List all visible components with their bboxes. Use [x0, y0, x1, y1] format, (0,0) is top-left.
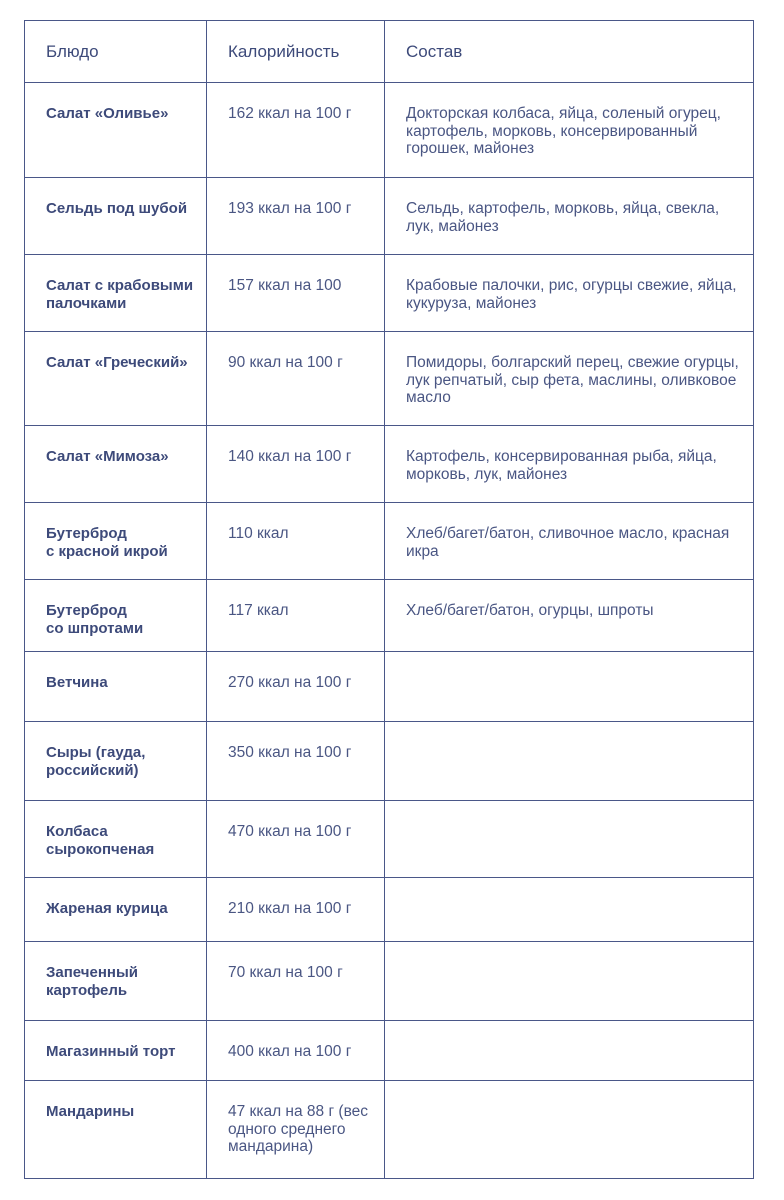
composition-cell: Крабовые палочки, рис, огурцы свежие, яйца, кукуруза, майонез [385, 255, 754, 332]
composition-cell [385, 722, 754, 801]
table-row [25, 652, 754, 722]
table-header-row [25, 21, 754, 83]
table-row [25, 580, 754, 652]
dish-cell: Салат с крабовыми палочками [25, 255, 207, 332]
calorie-table [24, 20, 754, 1179]
dish-cell: Ветчина [25, 652, 207, 722]
calories-cell: 140 ккал на 100 г [207, 426, 385, 503]
dish-cell: Салат «Оливье» [25, 83, 207, 178]
calories-cell: 400 ккал на 100 г [207, 1021, 385, 1081]
calories-cell: 47 ккал на 88 г (вес одного среднего мандарина) [207, 1081, 385, 1179]
dish-cell: Салат «Мимоза» [25, 426, 207, 503]
table-row [25, 255, 754, 332]
calories-cell: 470 ккал на 100 г [207, 801, 385, 878]
composition-cell: Хлеб/багет/батон, сливочное масло, красная икра [385, 503, 754, 580]
composition-cell: Картофель, консервированная рыба, яйца, морковь, лук, майонез [385, 426, 754, 503]
composition-cell: Сельдь, картофель, морковь, яйца, свекла, лук, майонез [385, 178, 754, 255]
calories-cell: 210 ккал на 100 г [207, 878, 385, 942]
table-row [25, 1081, 754, 1179]
table-row [25, 942, 754, 1021]
header-composition: Состав [385, 21, 754, 83]
table-row [25, 878, 754, 942]
table-row [25, 178, 754, 255]
dish-cell: Бутерброд с красной икрой [25, 503, 207, 580]
composition-cell: Хлеб/багет/батон, огурцы, шпроты [385, 580, 754, 652]
dish-cell: Сыры (гауда, российский) [25, 722, 207, 801]
table-row [25, 801, 754, 878]
dish-cell: Жареная курица [25, 878, 207, 942]
table-row [25, 332, 754, 426]
composition-cell: Помидоры, болгарский перец, свежие огурцы, лук репчатый, сыр фета, маслины, оливковое масло [385, 332, 754, 426]
dish-cell: Сельдь под шубой [25, 178, 207, 255]
calories-cell: 90 ккал на 100 г [207, 332, 385, 426]
header-calories: Калорийность [207, 21, 385, 83]
header-dish: Блюдо [25, 21, 207, 83]
table-row [25, 426, 754, 503]
dish-cell: Салат «Греческий» [25, 332, 207, 426]
calories-cell: 162 ккал на 100 г [207, 83, 385, 178]
dish-cell: Магазинный торт [25, 1021, 207, 1081]
calorie-table-container [24, 20, 753, 1179]
table-row [25, 503, 754, 580]
composition-cell [385, 1021, 754, 1081]
table-row [25, 722, 754, 801]
table-row [25, 1021, 754, 1081]
composition-cell [385, 878, 754, 942]
calories-cell: 70 ккал на 100 г [207, 942, 385, 1021]
composition-cell [385, 942, 754, 1021]
calories-cell: 110 ккал [207, 503, 385, 580]
composition-cell [385, 801, 754, 878]
calories-cell: 350 ккал на 100 г [207, 722, 385, 801]
calories-cell: 117 ккал [207, 580, 385, 652]
dish-cell: Запеченный картофель [25, 942, 207, 1021]
calories-cell: 157 ккал на 100 [207, 255, 385, 332]
dish-cell: Бутерброд со шпротами [25, 580, 207, 652]
composition-cell [385, 652, 754, 722]
dish-cell: Колбаса сырокопченая [25, 801, 207, 878]
table-row [25, 83, 754, 178]
composition-cell: Докторская колбаса, яйца, соленый огурец, картофель, морковь, консервированный горошек, майонез [385, 83, 754, 178]
calories-cell: 193 ккал на 100 г [207, 178, 385, 255]
composition-cell [385, 1081, 754, 1179]
calories-cell: 270 ккал на 100 г [207, 652, 385, 722]
dish-cell: Мандарины [25, 1081, 207, 1179]
